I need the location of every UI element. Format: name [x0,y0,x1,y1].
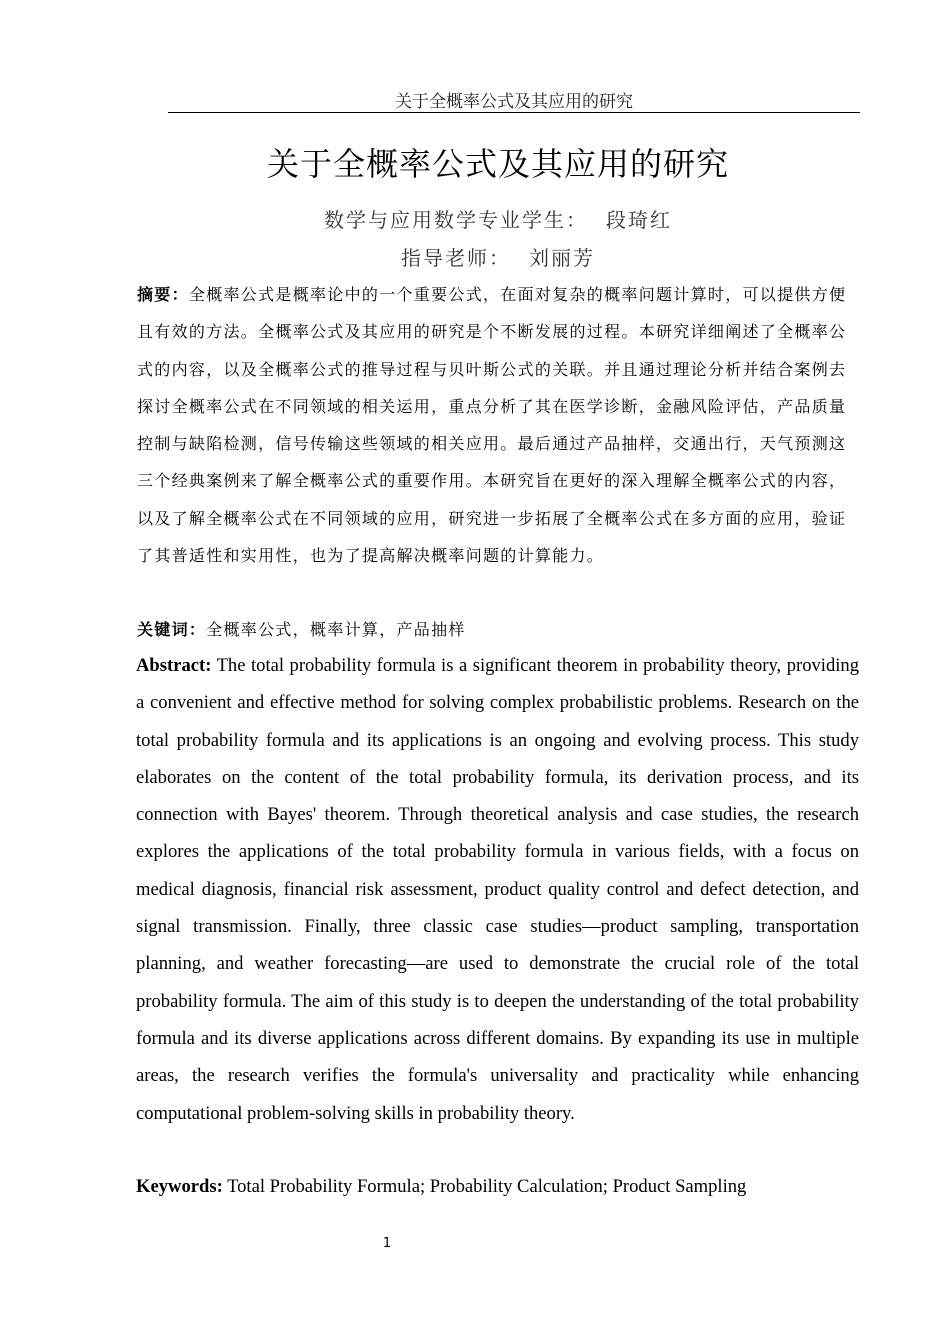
keywords-zh-label: 关键词： [137,620,207,639]
student-line [0,207,950,233]
keywords-zh-text: 全概率公式，概率计算，产品抽样 [206,620,466,639]
running-header: 关于全概率公式及其应用的研究 [395,92,633,112]
paper-title: 关于全概率公式及其应用的研究 [266,145,729,183]
abstract-en-label: Abstract: [136,655,212,676]
abstract-en-text: The total probability formula is a significant theorem in probability theory, providing a convenient and effective method for solving complex probabilistic problems. Research on the total probability formula and its applications is an ongoing and evolving process. This study elaborates on the content of the total probability formula, its derivation process, and its connection with Bayes' theorem. Through theoretical analysis and case studies, the research explores the applications of the total probability formula in various fields, with a focus on medical diagnosis, financial risk assessment, product quality control and defect detection, and signal transmission. Finally, three classic case studies—product sampling, transportation planning, and weather forecasting—are used to demonstrate the crucial role of the total probability formula. The aim of this study is to deepen the understanding of the total probability formula and its diverse applications across different domains. By expanding its use in multiple areas, the research verifies the formula's universality and practicality while enhancing computational problem-solving skills in probability theory. [136,655,860,1124]
abstract-zh-text: 全概率公式是概率论中的一个重要公式，在面对复杂的概率问题计算时，可以提供方便且有效的方法。全概率公式及其应用的研究是个不断发展的过程。本研究详细阐述了全概率公式的内容，以及全概率公式的推导过程与贝叶斯公式的关联。并且通过理论分析并结合案例去探讨全概率公式在不同领域的相关运用，重点分析了其在医学诊断，金融风险评估，产品质量控制与缺陷检测，信号传输这些领域的相关应用。最后通过产品抽样，交通出行，天气预测这三个经典案例来了解全概率公式的重要作用。本研究旨在更好的深入理解全概率公式的内容，以及了解全概率公式在不同领域的应用，研究进一步拓展了全概率公式在多方面的应用，验证了其普适性和实用性，也为了提高解决概率问题的计算能力。 [137,285,847,566]
student-name: 段琦红 [606,208,672,232]
header-rule [168,112,860,113]
abstract-zh [137,276,849,574]
abstract-zh-label: 摘要： [137,285,189,304]
keywords-en-text: Total Probability Formula; Probability Calculation; Product Sampling [227,1176,747,1197]
keywords-en [136,1168,859,1205]
keywords-zh [137,611,849,648]
page-number: 1 [382,1236,392,1251]
advisor-label: 指导老师： [401,246,511,270]
advisor-line [0,245,950,271]
advisor-name: 刘丽芳 [529,246,595,270]
keywords-en-label: Keywords: [136,1176,223,1197]
abstract-en [136,647,859,1132]
student-label: 数学与应用数学专业学生： [324,208,588,232]
